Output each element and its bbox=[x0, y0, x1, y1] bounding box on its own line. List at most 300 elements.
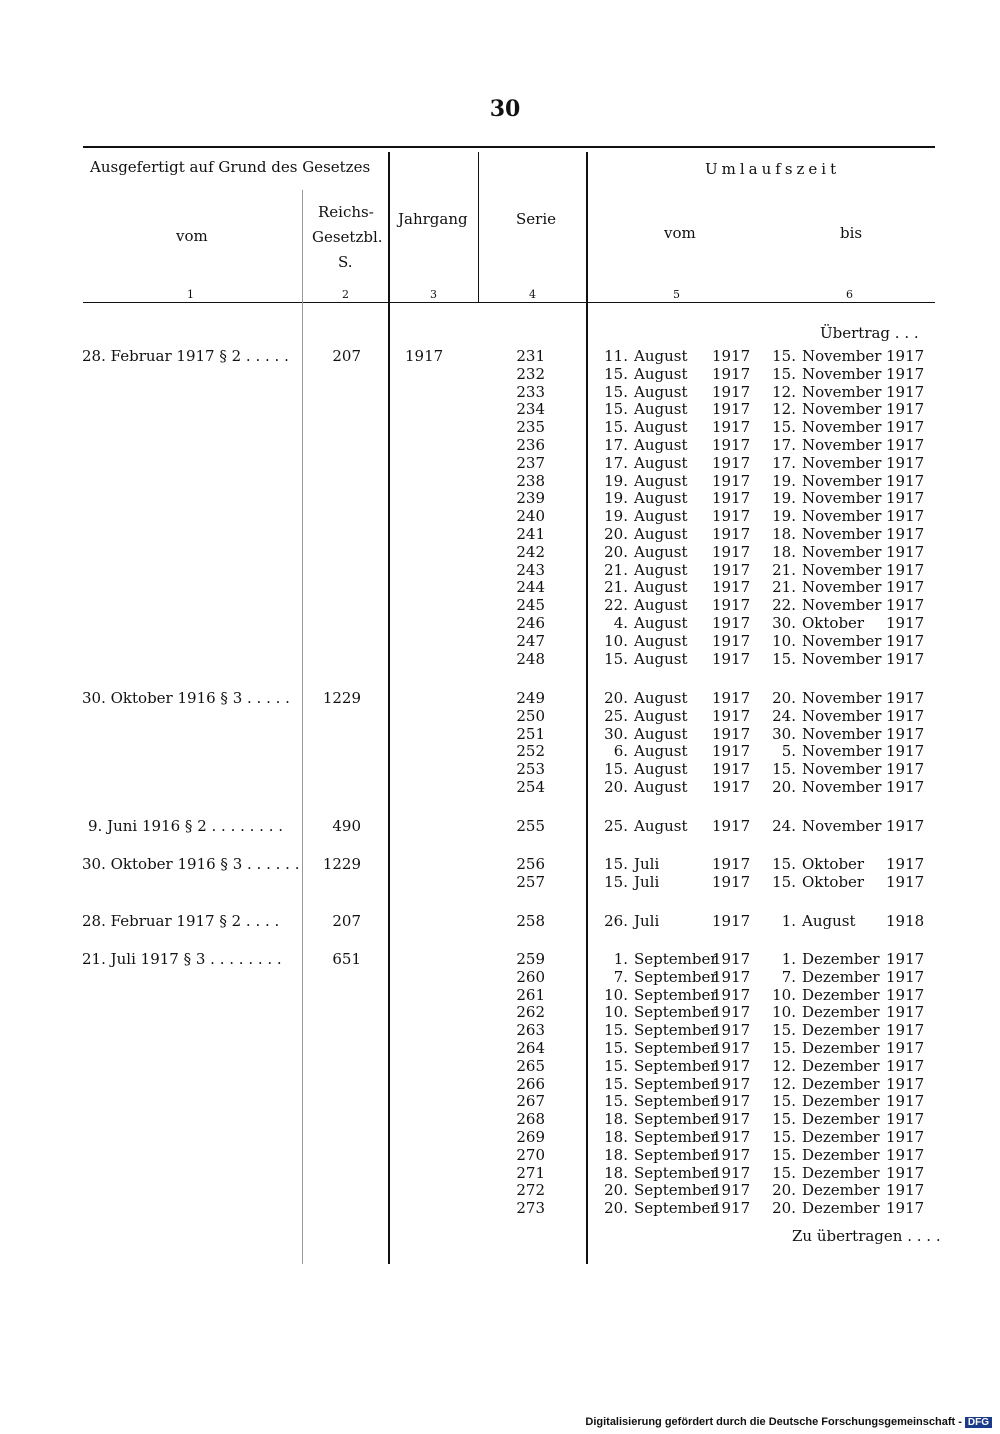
von-year: 1917 bbox=[712, 778, 751, 796]
von-year: 1917 bbox=[712, 724, 751, 743]
von-year: 1917 bbox=[712, 689, 751, 707]
von-year: 1917 bbox=[712, 1039, 751, 1057]
von-month: August bbox=[634, 706, 688, 725]
bis-year: 1917 bbox=[886, 817, 925, 835]
bis-day: 15. bbox=[772, 1092, 796, 1111]
bis-day: 18. bbox=[772, 542, 796, 561]
serie-number: 237 bbox=[516, 453, 545, 472]
law-reference: 21. Juli 1917 § 3 . . . . . . . . bbox=[82, 950, 282, 968]
serie-number: 231 bbox=[516, 347, 545, 365]
von-year: 1917 bbox=[712, 347, 751, 365]
bis-day: 7. bbox=[781, 967, 796, 986]
bis-month: November bbox=[802, 631, 882, 650]
bis-month: November bbox=[802, 471, 882, 490]
bis-day: 24. bbox=[772, 817, 796, 835]
serie-number: 264 bbox=[516, 1039, 545, 1057]
bis-month: Dezember bbox=[802, 1145, 880, 1164]
bis-year: 1917 bbox=[886, 418, 925, 437]
footer-text: Digitalisierung gefördert durch die Deutsche Forschungsgemeinschaft - bbox=[585, 1416, 962, 1428]
von-year: 1917 bbox=[712, 742, 751, 761]
bis-month: November bbox=[802, 400, 882, 419]
von-year: 1917 bbox=[712, 1056, 751, 1075]
von-year: 1917 bbox=[712, 489, 751, 508]
serie-number: 240 bbox=[516, 507, 545, 526]
von-month: September bbox=[634, 1021, 718, 1040]
bis-year: 1917 bbox=[886, 382, 925, 401]
von-year: 1917 bbox=[712, 1003, 751, 1022]
bis-month: November bbox=[802, 507, 882, 526]
bis-day: 15. bbox=[772, 1039, 796, 1057]
serie-number: 248 bbox=[516, 649, 545, 668]
von-day: 22. bbox=[604, 596, 628, 615]
serie-number: 258 bbox=[516, 912, 545, 930]
serie-number: 260 bbox=[516, 967, 545, 986]
von-day: 26. bbox=[604, 912, 628, 930]
von-year: 1917 bbox=[712, 1021, 751, 1040]
bis-month: Dezember bbox=[802, 985, 880, 1004]
bis-year: 1917 bbox=[886, 560, 925, 579]
bis-day: 18. bbox=[772, 525, 796, 543]
bis-year: 1917 bbox=[886, 742, 925, 761]
bis-day: 10. bbox=[772, 631, 796, 650]
von-year: 1917 bbox=[712, 418, 751, 437]
dfg-logo: DFG bbox=[965, 1417, 992, 1428]
bis-month: Dezember bbox=[802, 1110, 880, 1129]
von-year: 1917 bbox=[712, 1163, 751, 1182]
von-year: 1917 bbox=[712, 649, 751, 668]
von-year: 1917 bbox=[712, 382, 751, 401]
law-reference: 28. Februar 1917 § 2 . . . . . bbox=[82, 347, 289, 365]
von-day: 10. bbox=[604, 631, 628, 650]
von-month: September bbox=[634, 1145, 718, 1164]
von-year: 1917 bbox=[712, 1092, 751, 1111]
bis-month: November bbox=[802, 364, 882, 383]
serie-number: 269 bbox=[516, 1128, 545, 1146]
col3-header: Jahrgang bbox=[398, 210, 468, 228]
jahrgang-value: 1917 bbox=[405, 347, 444, 365]
von-month: August bbox=[634, 760, 688, 779]
col2-header-line1: Reichs- bbox=[318, 203, 374, 221]
bis-day: 20. bbox=[772, 1199, 796, 1218]
von-month: August bbox=[634, 400, 688, 419]
von-year: 1917 bbox=[712, 1199, 751, 1218]
von-month: August bbox=[634, 436, 688, 454]
von-day: 15. bbox=[604, 872, 628, 891]
serie-number: 257 bbox=[516, 872, 545, 891]
von-year: 1917 bbox=[712, 525, 751, 543]
bis-month: Dezember bbox=[802, 1163, 880, 1182]
bis-month: November bbox=[802, 817, 882, 835]
bis-year: 1917 bbox=[886, 1003, 925, 1022]
col-number-1: 1 bbox=[187, 288, 194, 301]
zu-uebertragen-label: Zu übertragen . . . . bbox=[792, 1227, 941, 1245]
bis-year: 1917 bbox=[886, 1039, 925, 1057]
bis-year: 1917 bbox=[886, 347, 925, 365]
serie-number: 236 bbox=[516, 436, 545, 454]
serie-number: 270 bbox=[516, 1145, 545, 1164]
von-year: 1917 bbox=[712, 872, 751, 891]
von-year: 1917 bbox=[712, 542, 751, 561]
von-year: 1917 bbox=[712, 400, 751, 419]
von-month: August bbox=[634, 817, 688, 835]
von-month: August bbox=[634, 578, 688, 597]
bis-day: 15. bbox=[772, 760, 796, 779]
bis-day: 12. bbox=[772, 1056, 796, 1075]
serie-number: 233 bbox=[516, 382, 545, 401]
bis-year: 1917 bbox=[886, 1056, 925, 1075]
bis-month: November bbox=[802, 778, 882, 796]
serie-number: 247 bbox=[516, 631, 545, 650]
serie-number: 261 bbox=[516, 985, 545, 1004]
bis-year: 1917 bbox=[886, 631, 925, 650]
bis-day: 15. bbox=[772, 1128, 796, 1146]
serie-number: 249 bbox=[516, 689, 545, 707]
von-month: September bbox=[634, 1110, 718, 1129]
von-month: August bbox=[634, 560, 688, 579]
bis-day: 15. bbox=[772, 1163, 796, 1182]
bis-day: 19. bbox=[772, 489, 796, 508]
von-month: August bbox=[634, 382, 688, 401]
von-year: 1917 bbox=[712, 364, 751, 383]
serie-number: 259 bbox=[516, 950, 545, 968]
rgbl-page: 651 bbox=[332, 950, 361, 968]
von-day: 18. bbox=[604, 1128, 628, 1146]
col4-header: Serie bbox=[516, 210, 556, 228]
von-year: 1917 bbox=[712, 1110, 751, 1129]
serie-number: 239 bbox=[516, 489, 545, 508]
von-month: September bbox=[634, 985, 718, 1004]
von-month: Juli bbox=[634, 872, 660, 891]
von-month: September bbox=[634, 1039, 718, 1057]
bis-month: Dezember bbox=[802, 1003, 880, 1022]
col1-header: vom bbox=[176, 227, 208, 245]
von-month: September bbox=[634, 1128, 718, 1146]
col-divider-4 bbox=[478, 152, 479, 302]
umlauf-title: Umlaufszeit bbox=[705, 160, 841, 178]
von-day: 19. bbox=[604, 471, 628, 490]
von-day: 21. bbox=[604, 560, 628, 579]
von-day: 20. bbox=[604, 689, 628, 707]
bis-month: November bbox=[802, 525, 882, 543]
von-month: August bbox=[634, 542, 688, 561]
bis-year: 1917 bbox=[886, 400, 925, 419]
von-day: 17. bbox=[604, 436, 628, 454]
von-month: September bbox=[634, 967, 718, 986]
uebertrag-label: Übertrag . . . bbox=[820, 324, 919, 342]
serie-number: 266 bbox=[516, 1074, 545, 1093]
bis-day: 15. bbox=[772, 364, 796, 383]
von-month: August bbox=[634, 689, 688, 707]
footer-credit bbox=[585, 1416, 992, 1428]
von-year: 1917 bbox=[712, 1181, 751, 1200]
bis-year: 1917 bbox=[886, 778, 925, 796]
serie-number: 245 bbox=[516, 596, 545, 615]
bis-month: November bbox=[802, 542, 882, 561]
von-day: 20. bbox=[604, 542, 628, 561]
von-year: 1917 bbox=[712, 631, 751, 650]
serie-number: 272 bbox=[516, 1181, 545, 1200]
serie-number: 238 bbox=[516, 471, 545, 490]
von-month: August bbox=[634, 364, 688, 383]
page-number: 30 bbox=[489, 96, 521, 122]
bis-day: 12. bbox=[772, 382, 796, 401]
bis-day: 12. bbox=[772, 400, 796, 419]
rgbl-page: 1229 bbox=[322, 855, 361, 873]
bis-day: 17. bbox=[772, 436, 796, 454]
law-reference: 30. Oktober 1916 § 3 . . . . . . bbox=[82, 855, 300, 873]
von-day: 7. bbox=[613, 967, 628, 986]
bis-year: 1917 bbox=[886, 689, 925, 707]
serie-number: 273 bbox=[516, 1199, 545, 1218]
serie-number: 262 bbox=[516, 1003, 545, 1022]
von-month: August bbox=[634, 507, 688, 526]
bis-day: 1. bbox=[781, 950, 796, 968]
bis-year: 1917 bbox=[886, 471, 925, 490]
bis-year: 1917 bbox=[886, 1092, 925, 1111]
bis-month: November bbox=[802, 453, 882, 472]
serie-number: 265 bbox=[516, 1056, 545, 1075]
col-number-4: 4 bbox=[529, 288, 536, 301]
bis-year: 1917 bbox=[886, 724, 925, 743]
von-year: 1917 bbox=[712, 1128, 751, 1146]
von-year: 1917 bbox=[712, 436, 751, 454]
serie-number: 255 bbox=[516, 817, 545, 835]
von-year: 1917 bbox=[712, 507, 751, 526]
serie-number: 256 bbox=[516, 855, 545, 873]
von-year: 1917 bbox=[712, 985, 751, 1004]
von-year: 1917 bbox=[712, 471, 751, 490]
von-year: 1917 bbox=[712, 967, 751, 986]
group-title: Ausgefertigt auf Grund des Gesetzes bbox=[90, 158, 371, 176]
bis-year: 1918 bbox=[886, 912, 925, 930]
bis-year: 1917 bbox=[886, 1074, 925, 1093]
von-month: August bbox=[634, 418, 688, 437]
von-day: 25. bbox=[604, 706, 628, 725]
von-day: 15. bbox=[604, 1074, 628, 1093]
col2-header-line3: S. bbox=[338, 253, 353, 271]
bis-month: November bbox=[802, 649, 882, 668]
von-year: 1917 bbox=[712, 912, 751, 930]
law-reference: 30. Oktober 1916 § 3 . . . . . bbox=[82, 689, 290, 707]
serie-number: 267 bbox=[516, 1092, 545, 1111]
von-year: 1917 bbox=[712, 560, 751, 579]
bis-year: 1917 bbox=[886, 578, 925, 597]
von-month: September bbox=[634, 1181, 718, 1200]
bis-year: 1917 bbox=[886, 542, 925, 561]
von-day: 21. bbox=[604, 578, 628, 597]
von-month: August bbox=[634, 649, 688, 668]
bis-year: 1917 bbox=[886, 453, 925, 472]
bis-month: Dezember bbox=[802, 950, 880, 968]
von-day: 17. bbox=[604, 453, 628, 472]
bis-day: 15. bbox=[772, 1145, 796, 1164]
bis-month: Dezember bbox=[802, 1199, 880, 1218]
rgbl-page: 1229 bbox=[322, 689, 361, 707]
serie-number: 232 bbox=[516, 364, 545, 383]
bis-day: 17. bbox=[772, 453, 796, 472]
bis-day: 24. bbox=[772, 706, 796, 725]
von-month: August bbox=[634, 489, 688, 508]
col-number-2: 2 bbox=[342, 288, 349, 301]
bis-year: 1917 bbox=[886, 649, 925, 668]
bis-month: November bbox=[802, 706, 882, 725]
von-month: September bbox=[634, 1003, 718, 1022]
von-day: 18. bbox=[604, 1145, 628, 1164]
von-month: September bbox=[634, 1199, 718, 1218]
bis-year: 1917 bbox=[886, 1145, 925, 1164]
bis-month: November bbox=[802, 418, 882, 437]
bis-month: Dezember bbox=[802, 1074, 880, 1093]
bis-day: 19. bbox=[772, 507, 796, 526]
von-day: 20. bbox=[604, 525, 628, 543]
bis-month: August bbox=[802, 912, 856, 930]
rgbl-page: 490 bbox=[332, 817, 361, 835]
bis-year: 1917 bbox=[886, 1110, 925, 1129]
von-month: August bbox=[634, 778, 688, 796]
von-day: 15. bbox=[604, 382, 628, 401]
bis-month: Dezember bbox=[802, 1056, 880, 1075]
law-reference: 9. Juni 1916 § 2 . . . . . . . . bbox=[88, 817, 284, 835]
von-month: August bbox=[634, 631, 688, 650]
bis-day: 15. bbox=[772, 418, 796, 437]
von-month: August bbox=[634, 471, 688, 490]
top-rule bbox=[83, 146, 935, 148]
von-month: August bbox=[634, 525, 688, 543]
bis-day: 21. bbox=[772, 578, 796, 597]
bis-month: November bbox=[802, 489, 882, 508]
bis-day: 30. bbox=[772, 614, 796, 632]
von-day: 15. bbox=[604, 1056, 628, 1075]
von-month: Juli bbox=[634, 855, 660, 873]
serie-number: 268 bbox=[516, 1110, 545, 1129]
serie-number: 251 bbox=[516, 724, 545, 743]
bis-year: 1917 bbox=[886, 950, 925, 968]
serie-number: 250 bbox=[516, 706, 545, 725]
bis-day: 15. bbox=[772, 872, 796, 891]
col-number-6: 6 bbox=[846, 288, 853, 301]
bis-day: 12. bbox=[772, 1074, 796, 1093]
von-day: 15. bbox=[604, 364, 628, 383]
bis-day: 15. bbox=[772, 1110, 796, 1129]
col-divider-3 bbox=[388, 152, 390, 1264]
von-month: August bbox=[634, 614, 688, 632]
serie-number: 243 bbox=[516, 560, 545, 579]
serie-number: 253 bbox=[516, 760, 545, 779]
bis-day: 5. bbox=[781, 742, 796, 761]
von-year: 1917 bbox=[712, 855, 751, 873]
serie-number: 244 bbox=[516, 578, 545, 597]
von-year: 1917 bbox=[712, 596, 751, 615]
bis-month: November bbox=[802, 760, 882, 779]
bis-year: 1917 bbox=[886, 489, 925, 508]
serie-number: 252 bbox=[516, 742, 545, 761]
von-month: September bbox=[634, 1163, 718, 1182]
von-year: 1917 bbox=[712, 760, 751, 779]
von-day: 11. bbox=[604, 347, 628, 365]
von-day: 15. bbox=[604, 649, 628, 668]
von-year: 1917 bbox=[712, 1074, 751, 1093]
bis-month: Dezember bbox=[802, 1092, 880, 1111]
bis-day: 30. bbox=[772, 724, 796, 743]
bis-year: 1917 bbox=[886, 507, 925, 526]
von-year: 1917 bbox=[712, 578, 751, 597]
bis-year: 1917 bbox=[886, 1128, 925, 1146]
bis-month: Dezember bbox=[802, 1021, 880, 1040]
von-day: 15. bbox=[604, 1092, 628, 1111]
bis-day: 1. bbox=[781, 912, 796, 930]
bis-month: Dezember bbox=[802, 1039, 880, 1057]
serie-number: 254 bbox=[516, 778, 545, 796]
bis-month: Dezember bbox=[802, 1128, 880, 1146]
col-divider-5 bbox=[586, 152, 588, 1264]
header-bottom-rule bbox=[83, 302, 935, 303]
von-month: September bbox=[634, 1056, 718, 1075]
law-reference: 28. Februar 1917 § 2 . . . . bbox=[82, 912, 280, 930]
von-month: Juli bbox=[634, 912, 660, 930]
von-year: 1917 bbox=[712, 453, 751, 472]
von-year: 1917 bbox=[712, 706, 751, 725]
bis-month: November bbox=[802, 560, 882, 579]
von-day: 18. bbox=[604, 1110, 628, 1129]
von-day: 20. bbox=[604, 1181, 628, 1200]
bis-month: November bbox=[802, 742, 882, 761]
bis-month: Dezember bbox=[802, 1181, 880, 1200]
von-day: 15. bbox=[604, 760, 628, 779]
von-month: August bbox=[634, 453, 688, 472]
von-day: 4. bbox=[613, 614, 628, 632]
bis-year: 1917 bbox=[886, 855, 925, 873]
serie-number: 271 bbox=[516, 1163, 545, 1182]
col2-header-line2: Gesetzbl. bbox=[312, 228, 383, 246]
bis-month: Dezember bbox=[802, 967, 880, 986]
serie-number: 234 bbox=[516, 400, 545, 419]
von-day: 10. bbox=[604, 1003, 628, 1022]
von-day: 15. bbox=[604, 400, 628, 419]
bis-year: 1917 bbox=[886, 760, 925, 779]
serie-number: 242 bbox=[516, 542, 545, 561]
bis-month: November bbox=[802, 596, 882, 615]
von-month: August bbox=[634, 724, 688, 743]
col5-header: vom bbox=[664, 224, 696, 242]
bis-day: 21. bbox=[772, 560, 796, 579]
bis-year: 1917 bbox=[886, 1181, 925, 1200]
bis-day: 15. bbox=[772, 347, 796, 365]
rgbl-page: 207 bbox=[332, 347, 361, 365]
bis-year: 1917 bbox=[886, 614, 925, 632]
col6-header: bis bbox=[840, 224, 863, 242]
bis-day: 20. bbox=[772, 689, 796, 707]
bis-year: 1917 bbox=[886, 1021, 925, 1040]
von-month: August bbox=[634, 596, 688, 615]
von-year: 1917 bbox=[712, 950, 751, 968]
bis-year: 1917 bbox=[886, 525, 925, 543]
von-month: August bbox=[634, 742, 688, 761]
von-year: 1917 bbox=[712, 817, 751, 835]
bis-month: November bbox=[802, 689, 882, 707]
bis-year: 1917 bbox=[886, 596, 925, 615]
bis-day: 15. bbox=[772, 649, 796, 668]
bis-month: November bbox=[802, 724, 882, 743]
bis-day: 22. bbox=[772, 596, 796, 615]
bis-year: 1917 bbox=[886, 364, 925, 383]
von-day: 1. bbox=[613, 950, 628, 968]
von-month: September bbox=[634, 1074, 718, 1093]
von-day: 19. bbox=[604, 489, 628, 508]
bis-month: November bbox=[802, 347, 882, 365]
von-day: 6. bbox=[613, 742, 628, 761]
von-day: 30. bbox=[604, 724, 628, 743]
von-day: 19. bbox=[604, 507, 628, 526]
